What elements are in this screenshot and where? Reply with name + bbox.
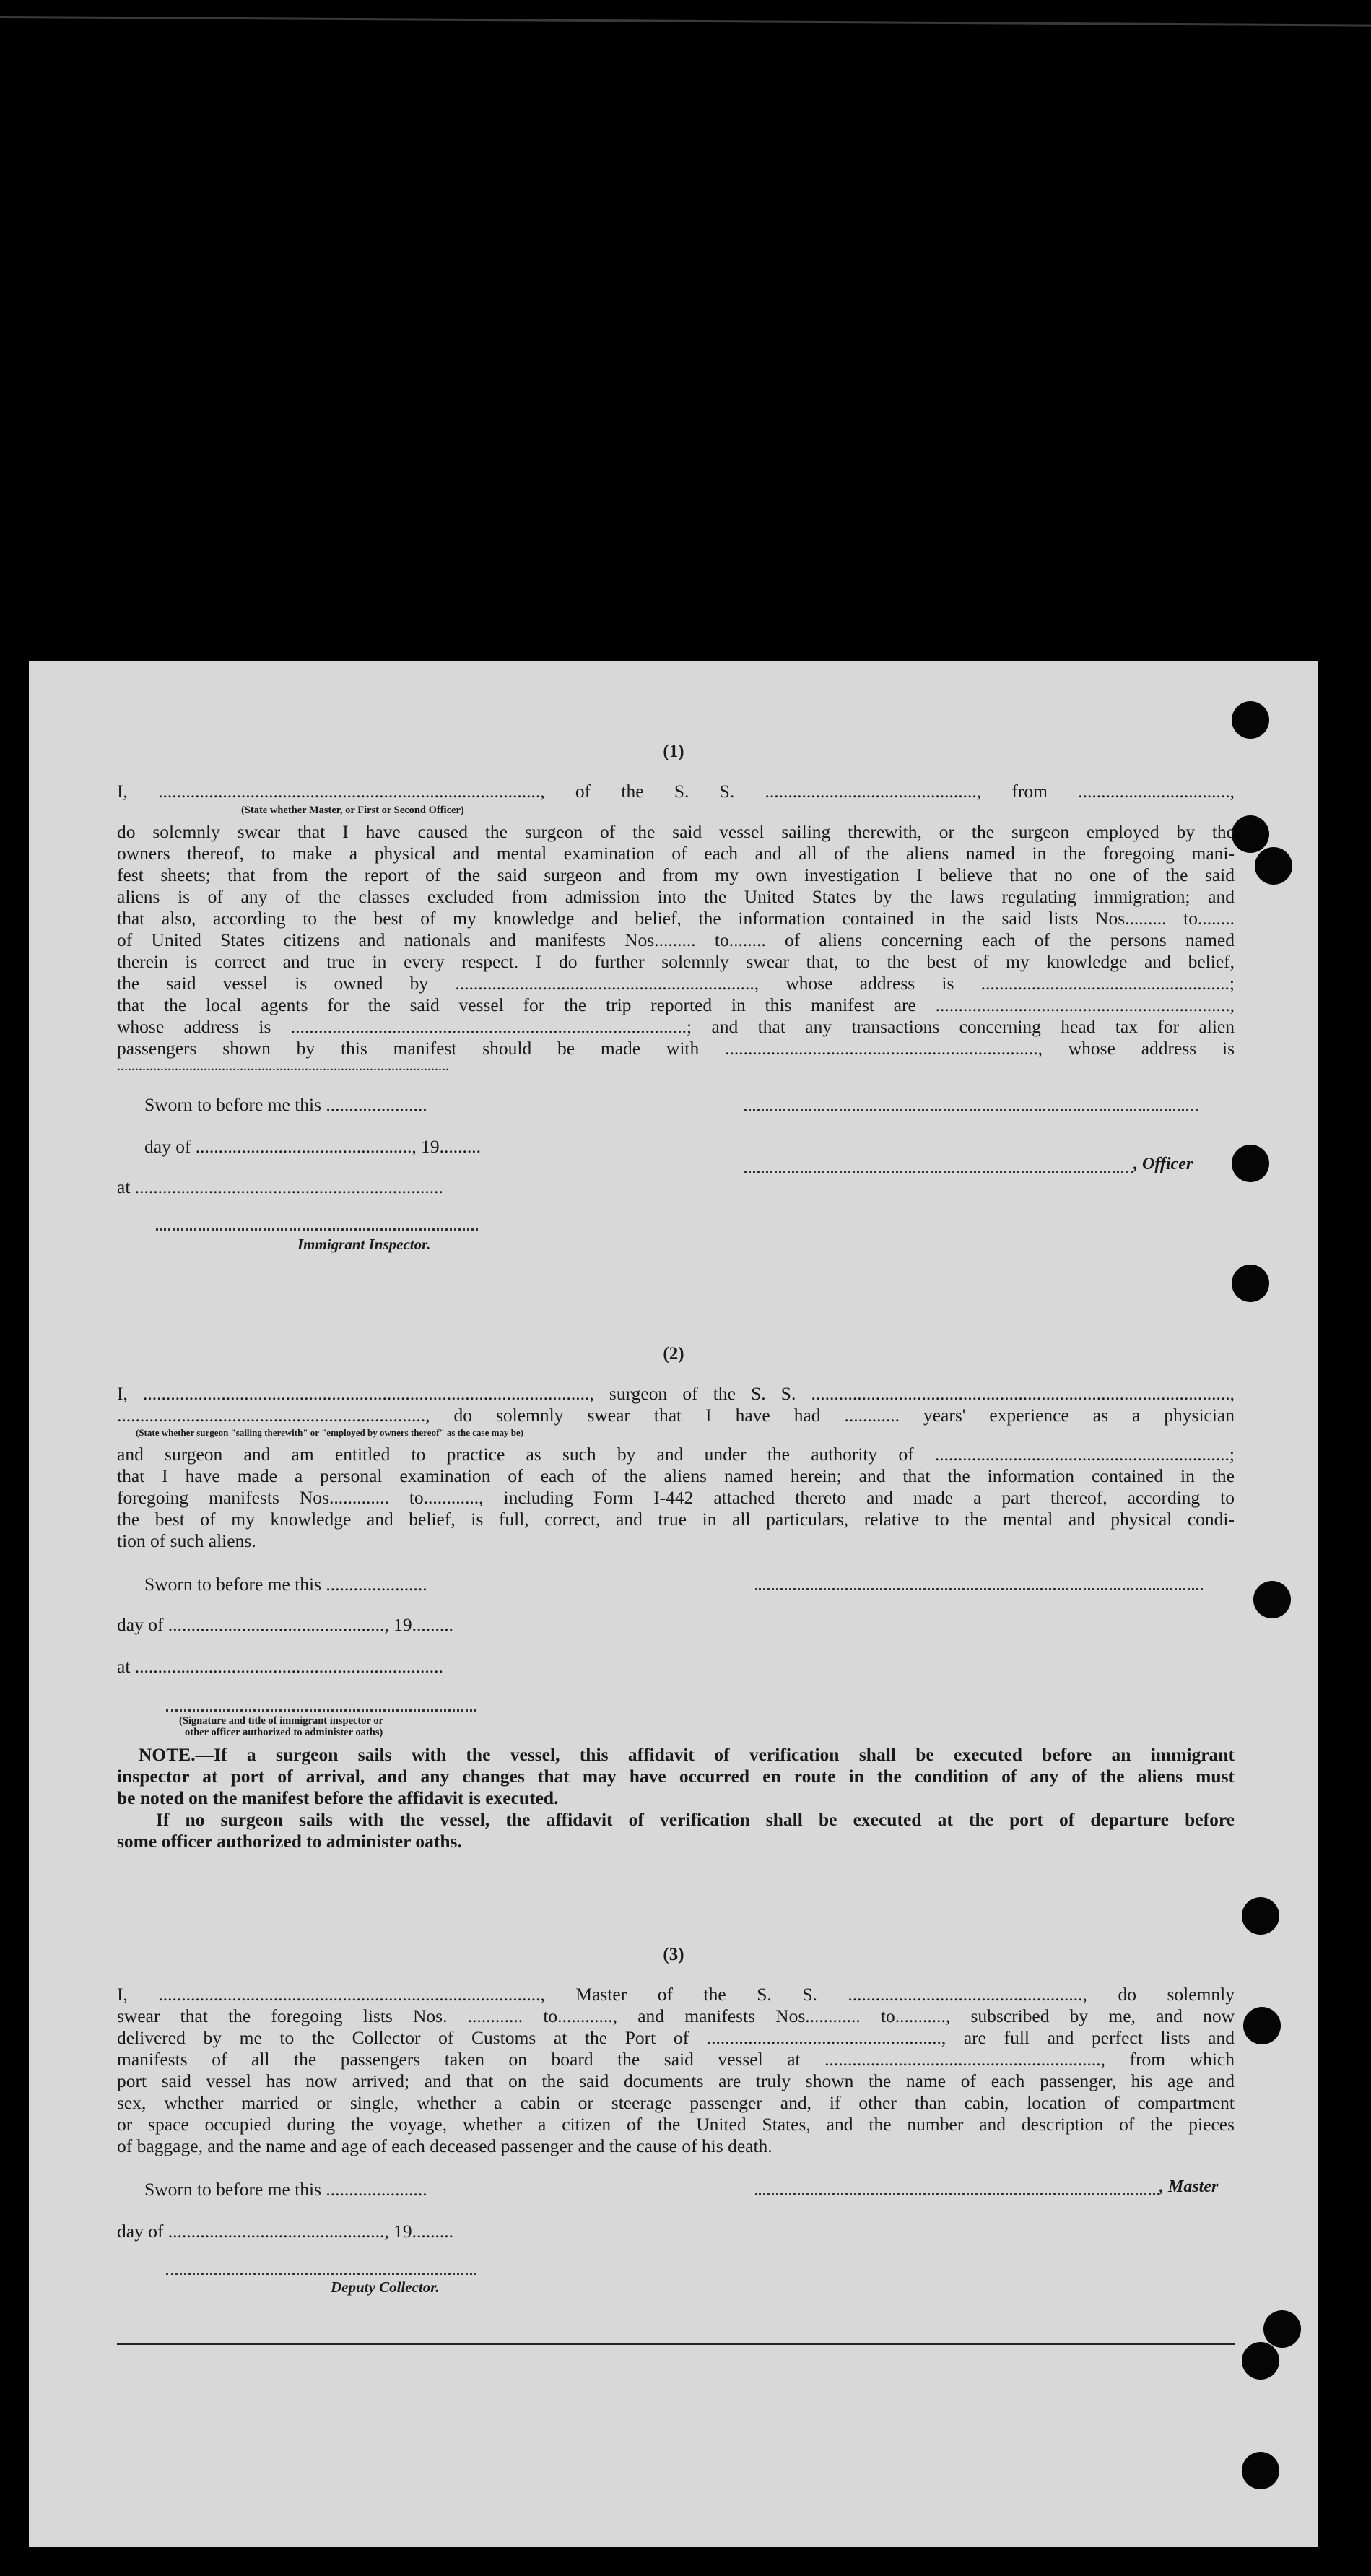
section-3-sworn: Sworn to before me this ......................	[144, 2179, 427, 2200]
inspector-label: Immigrant Inspector.	[297, 1236, 431, 1253]
section-1-line: the said vessel is owned by ................................................................., whose address is ......................................................;	[117, 973, 1235, 994]
section-1-line: owners thereof, to make a physical and mental examination of each and all of the aliens named in the foregoing mani-	[117, 843, 1235, 864]
collector-signature-line	[166, 2273, 476, 2275]
section-1-line: fest sheets; that from the report of the said surgeon and from my own investigation I believe that no one of the said	[117, 864, 1235, 885]
section-3-line: delivered by me to the Collector of Customs at the Port of ..................................................., are full and perfect lists and	[117, 2027, 1235, 2048]
section-1-line: do solemnly swear that I have caused the surgeon of the said vessel sailing therewith, or the surgeon employed by the	[117, 821, 1235, 842]
section-2-line-1: I, ................................................................................................., surgeon of the S. S. ...........................................................................................,	[117, 1383, 1235, 1404]
note-line: NOTE.—If a surgeon sails with the vessel, this affidavit of verification shall be executed before an immigrant	[139, 1744, 1235, 1765]
punch-hole	[1242, 2342, 1279, 2380]
section-1-day-of: day of ..............................................., 19.........	[144, 1136, 482, 1157]
officer-name-line	[744, 1171, 1133, 1173]
section-2-line: foregoing manifests Nos............. to............, including Form I-442 attached thereto and made a part thereof, according to	[117, 1487, 1235, 1508]
officer-note: (State whether Master, or First or Second Officer)	[241, 805, 464, 816]
section-2-line: and surgeon and am entitled to practice as such by and under the authority of ................................................................;	[117, 1444, 1235, 1465]
bottom-rule	[117, 2343, 1235, 2345]
section-2-number: (2)	[663, 1344, 684, 1363]
master-signature-line	[755, 2193, 1159, 2195]
punch-hole	[1232, 1265, 1269, 1302]
punch-hole	[1242, 1897, 1279, 1935]
section-1-at: at ...................................................................	[117, 1176, 443, 1197]
note-line: inspector at port of arrival, and any changes that may have occurred en route in the condition of any of the aliens must	[117, 1766, 1235, 1787]
note-2-line: some officer authorized to administer oaths.	[117, 1831, 462, 1852]
punch-hole	[1243, 2007, 1281, 2044]
section-2-line: the best of my knowledge and belief, is full, correct, and true in all particulars, relative to the mental and physical condi-	[117, 1509, 1235, 1530]
inspector-2-signature-line	[166, 1709, 476, 1712]
punch-hole	[1263, 2310, 1301, 2348]
inspector-signature-line	[156, 1228, 478, 1231]
officer-label: , Officer	[1133, 1155, 1193, 1174]
surgeon-signature-line	[755, 1588, 1203, 1590]
section-2-line: that I have made a personal examination of each of the aliens named herein; and that the information contained in the	[117, 1465, 1235, 1486]
sig-note-1: (Signature and title of immigrant inspector or	[179, 1715, 383, 1727]
section-3-day-of: day of ..............................................., 19.........	[117, 2221, 454, 2242]
section-1-line: therein is correct and true in every respect. I do further solemnly swear that, to the best of my knowledge and belief,	[117, 951, 1235, 972]
note-line: be noted on the manifest before the affidavit is executed.	[117, 1787, 559, 1808]
section-1-tail-dots: ............................................................................................	[117, 1058, 449, 1074]
section-1-line: that also, according to the best of my knowledge and belief, the information contained in the said lists Nos......... to........	[117, 908, 1235, 929]
section-1-line: that the local agents for the said vessel for the trip reported in this manifest are ................................................................,	[117, 994, 1235, 1015]
top-edge-line	[0, 16, 1371, 27]
punch-hole	[1255, 847, 1292, 885]
section-3-line: swear that the foregoing lists Nos. ............ to............, and manifests Nos............ to..........., subscribed by me, and now	[117, 2005, 1235, 2026]
section-3-line: I, ..................................................................................., Master of the S. S. ..................................................., do solemnly	[117, 1984, 1235, 2005]
section-1-line: whose address is ......................................................................................; and that any transactions concerning head tax for alien	[117, 1016, 1235, 1037]
section-3-line: of baggage, and the name and age of each deceased passenger and the cause of his death.	[117, 2135, 772, 2156]
section-1-sworn: Sworn to before me this ......................	[144, 1094, 427, 1115]
punch-hole	[1232, 1145, 1269, 1182]
master-label: , Master	[1159, 2177, 1219, 2196]
punch-hole	[1242, 2452, 1279, 2489]
section-3-line: sex, whether married or single, whether a cabin or steerage passenger and, if other than cabin, location of compartment	[117, 2092, 1235, 2113]
section-3-line: port said vessel has now arrived; and that on the said documents are truly shown the name of each passenger, his age and	[117, 2070, 1235, 2091]
section-2-sworn: Sworn to before me this ......................	[144, 1574, 427, 1595]
section-2-line-2: ..................................................................., do solemnly swear that I have had ............ years' experience as a physician	[117, 1405, 1235, 1426]
punch-hole	[1253, 1581, 1291, 1618]
section-1-number: (1)	[663, 742, 684, 761]
punch-hole	[1232, 701, 1269, 739]
section-1-line: of United States citizens and nationals and manifests Nos......... to........ of aliens concerning each of the persons named	[117, 929, 1235, 950]
officer-signature-line	[744, 1109, 1198, 1111]
document-page	[29, 661, 1318, 2547]
section-2-line: tion of such aliens.	[117, 1530, 256, 1551]
section-3-line: or space occupied during the voyage, whether a citizen of the United States, and the number and description of the pieces	[117, 2114, 1235, 2135]
section-1-line: aliens is of any of the classes excluded from admission into the United States by the laws regulating immigration; and	[117, 886, 1235, 907]
punch-hole	[1232, 815, 1269, 853]
section-2-at: at ...................................................................	[117, 1656, 443, 1677]
section-3-line: manifests of all the passengers taken on board the said vessel at ............................................................, from which	[117, 2049, 1235, 2070]
collector-label: Deputy Collector.	[331, 2278, 440, 2296]
section-1-first-line: I, ..................................................................................., of the S. S. .............................................., from .................................,	[117, 781, 1235, 802]
surgeon-note: (State whether surgeon "sailing therewith" or "employed by owners thereof" as the case may be)	[136, 1427, 524, 1438]
sig-note-2: other officer authorized to administer oaths)	[185, 1727, 383, 1738]
section-3-number: (3)	[663, 1945, 684, 1964]
section-2-day-of: day of ..............................................., 19.........	[117, 1614, 454, 1635]
section-1-line: passengers shown by this manifest should be made with ...................................................................., whose address is	[117, 1038, 1235, 1059]
note-2-line: If no surgeon sails with the vessel, the affidavit of verification shall be executed at the port of departure before	[156, 1809, 1235, 1830]
